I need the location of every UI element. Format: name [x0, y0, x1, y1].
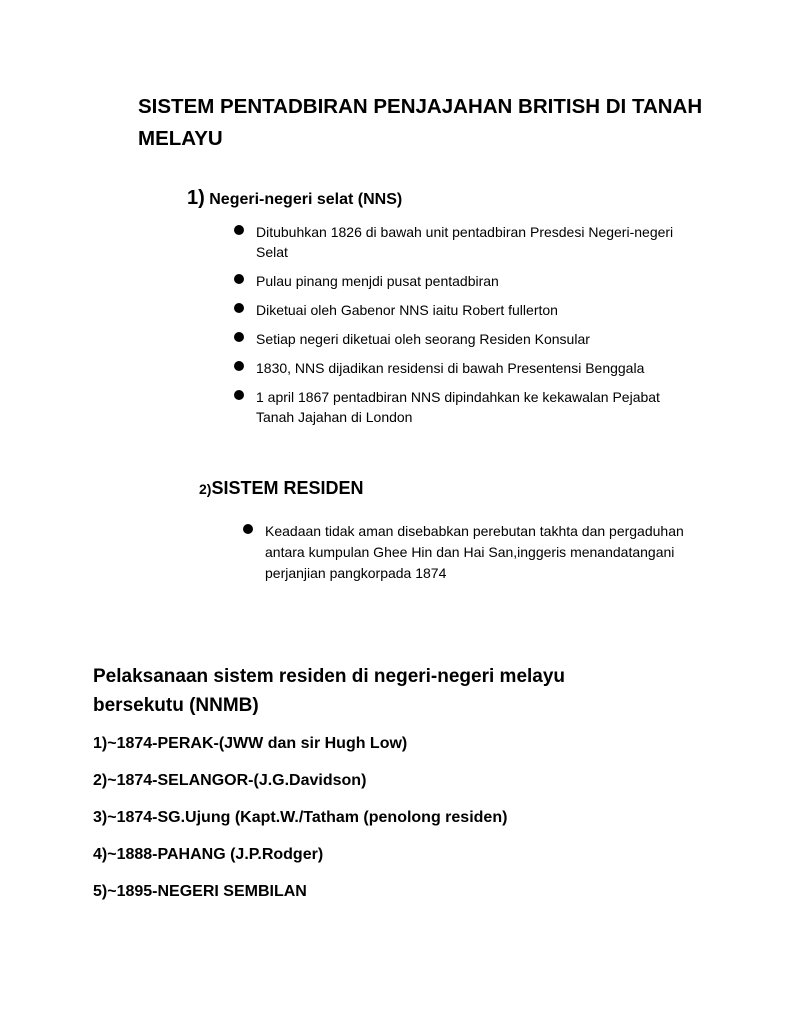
numbered-list-nnmb	[93, 731, 507, 916]
list-item-text: Ditubuhkan 1826 di bawah unit pentadbiran Presdesi Negeri-negeri Selat	[256, 224, 674, 260]
bullet-icon	[234, 225, 244, 235]
list-item-text: Keadaan tidak aman disebabkan perebutan takhta dan pergaduhan antara kumpulan Ghee Hin dan Hai San,inggeris menandatangani perjanjian pangkorpada 1874	[265, 523, 684, 581]
list-item: 5)~1895-NEGERI SEMBILAN	[93, 883, 307, 900]
bullet-icon	[243, 524, 253, 534]
bullet-list-nns	[232, 222, 692, 436]
section-number: 1)	[187, 187, 205, 209]
section-heading-nns	[187, 187, 402, 210]
section-heading-text: SISTEM RESIDEN	[211, 478, 364, 498]
section-heading-text: Negeri-negeri selat (NNS)	[209, 191, 403, 208]
list-item-text: Diketuai oleh Gabenor NNS iaitu Robert fullerton	[256, 302, 558, 318]
bullet-list-residen	[241, 521, 701, 584]
list-item	[232, 300, 692, 320]
bullet-icon	[234, 303, 244, 313]
section-number: 2)	[199, 481, 212, 497]
list-item: 4)~1888-PAHANG (J.P.Rodger)	[93, 846, 324, 863]
list-item-text: 1 april 1867 pentadbiran NNS dipindahkan ke kekawalan Pejabat Tanah Jajahan di London	[256, 389, 660, 425]
list-item	[232, 358, 692, 378]
list-item-text: 1830, NNS dijadikan residensi di bawah Presentensi Benggala	[256, 360, 645, 376]
bullet-icon	[234, 361, 244, 371]
bullet-icon	[234, 390, 244, 400]
section-heading-nnmb: Pelaksanaan sistem residen di negeri-negeri melayu bersekutu (NNMB)	[93, 666, 566, 716]
list-item: 2)~1874-SELANGOR-(J.G.Davidson)	[93, 772, 367, 789]
list-item	[232, 329, 692, 349]
bullet-icon	[234, 332, 244, 342]
list-item: 3)~1874-SG.Ujung (Kapt.W./Tatham (penolong residen)	[93, 809, 508, 826]
list-item	[232, 387, 692, 427]
list-item	[232, 271, 692, 291]
list-item	[232, 222, 692, 262]
list-item-text: Pulau pinang menjdi pusat pentadbiran	[256, 273, 499, 289]
document-title: SISTEM PENTADBIRAN PENJAJAHAN BRITISH DI TANAH MELAYU	[138, 95, 703, 150]
bullet-icon	[234, 274, 244, 284]
list-item: 1)~1874-PERAK-(JWW dan sir Hugh Low)	[93, 735, 408, 752]
list-item	[241, 521, 701, 584]
list-item-text: Setiap negeri diketuai oleh seorang Residen Konsular	[256, 331, 590, 347]
section-heading-residen	[199, 478, 363, 499]
